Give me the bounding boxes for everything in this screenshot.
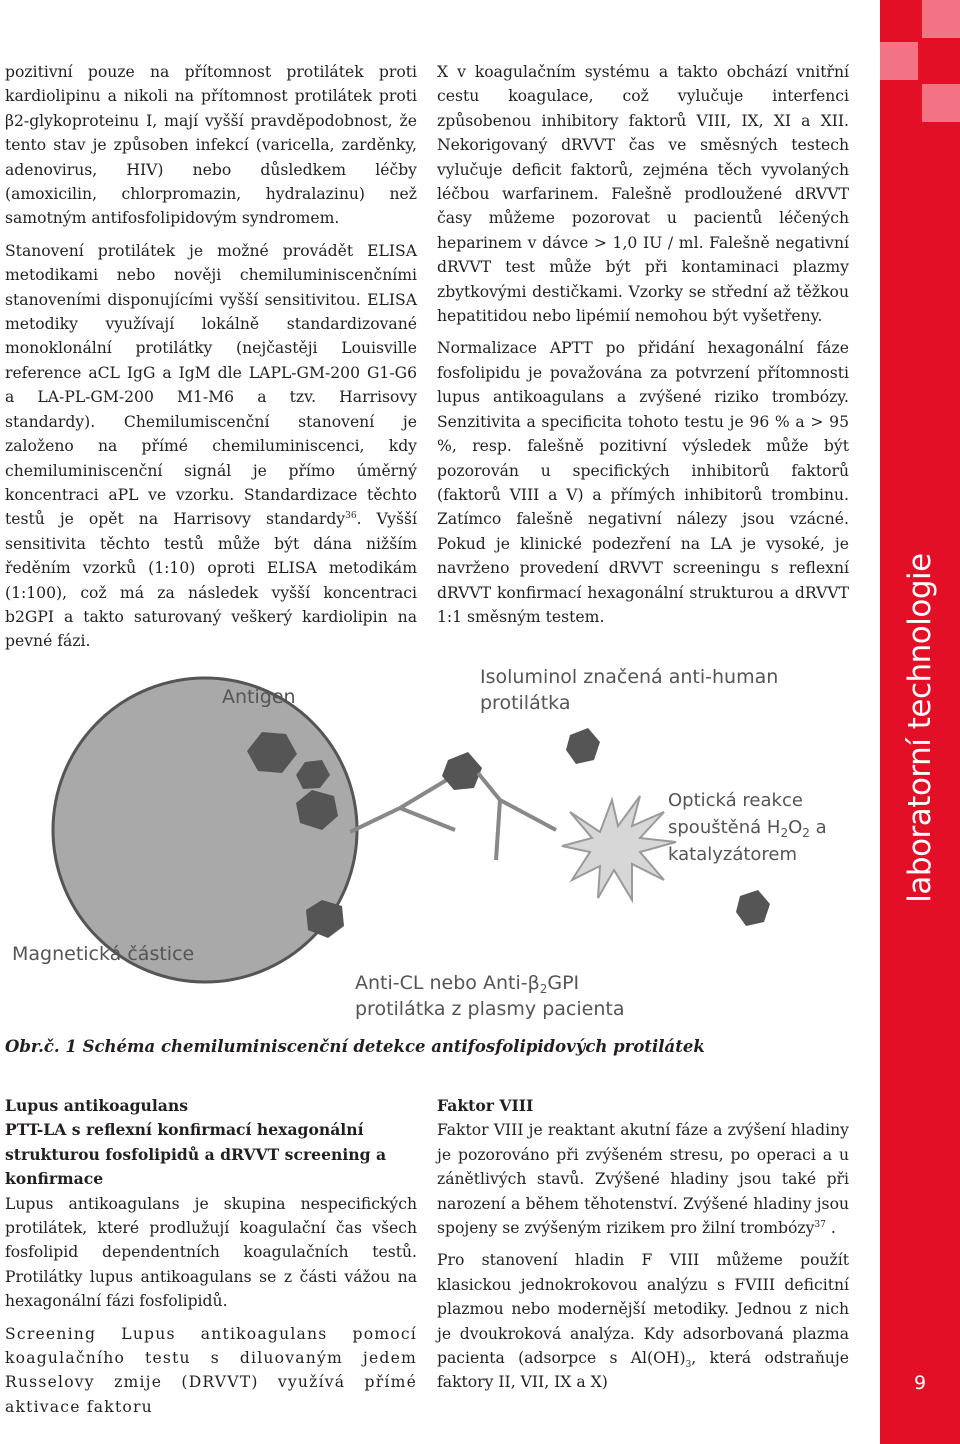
right-column <box>437 60 849 629</box>
text-run: Pro stanovení hladin F VIII můžeme použít klasickou jednokrokovou analýzu s FVIII deficitní plazmou nebo modernější metodiky. Jednou z nich je dvoukroková analýza. Kdy adsorbovaná plazma pacienta (adsorpce s Al(OH) <box>437 1251 849 1368</box>
paragraph: Normalizace APTT po přidání hexagonální fáze fosfolipidu je považována za potvrzení přítomnosti lupus antikoagulans a zvýšené riziko trombózy. Senzitivita a specificita tohoto testu je 96 % a > 95 %, resp. falešně pozitivní výsledek může být pozorován u specifických inhibitorů faktorů (faktorů VIII a V) a přímých inhibitorů trombinu. Zatímco falešně negativní nálezy jsou vzácné. Pokud je klinické podezření na LA je vysoké, je navrženo provedení dRVVT screeningu s reflexní dRVVT konfirmací hexagonální strukturou a dRVVT 1:1 směsným testem. <box>437 339 849 626</box>
paragraph <box>5 239 417 654</box>
paragraph: Lupus antikoagulans je skupina nespecifických protilátek, které prodlužují koagulační čas všech fosfolipid dependentních koagulačních testů. Protilátky lupus antikoagulans se z části vážou na hexagonální fázi fosfolipidů. <box>5 1194 417 1311</box>
decorative-square <box>922 0 960 38</box>
sidebar-title: laboratorní technologie <box>902 553 938 903</box>
isoluminol-antibody <box>478 773 556 860</box>
label-optical-reaction: katalyzátorem <box>668 844 798 865</box>
paragraph: pozitivní pouze na přítomnost protilátek proti kardiolipinu a nikoli na přítomnost protilátek proti β2-glykoproteinu I, mají vyšší pravděpodobnost, že tento stav je způsoben infekcí (varicella, zarděnky, adenovirus, HIV) nebo důsledkem léčby (amoxicilin, chlorpromazin, hydralazinu) než samotným antifosfolipidovým syndromem. <box>5 63 417 228</box>
decorative-square <box>880 42 918 80</box>
label-optical-reaction: Optická reakce <box>668 790 803 811</box>
figure-caption: Obr.č. 1 Schéma chemiluminiscenční detekce antifosfolipidových protilátek <box>5 1037 705 1056</box>
patient-antibody <box>350 775 455 832</box>
label-isoluminol: Isoluminol značená anti-human <box>480 666 779 688</box>
text-run: Faktor VIII je reaktant akutní fáze a zvýšení hladiny je pozorováno při zvýšeném stresu, po operaci a u zánětlivých stavů. Zvýšené hladiny jsou také při narození a během těhotenství. Zvýšené hladiny jsou spojeny se zvýšeným rizikem pro žilní trombózy <box>437 1121 849 1238</box>
reference-superscript: 37 <box>814 1219 826 1230</box>
text-run: . Vyšší sensitivita těchto testů může být dána nižším ředěním vzorků (1:10) oproti ELISA metodikám (1:100), což má za následek vyšší koncentraci b2GPI a takto saturovaný veškerý kardiolipin na pevné fázi. <box>5 510 417 651</box>
label-isoluminol: protilátka <box>480 692 571 714</box>
label-anti-cl: protilátka z plasmy pacienta <box>355 998 625 1020</box>
antigen-hexagon <box>736 890 770 926</box>
page-number: 9 <box>913 1372 927 1394</box>
antigen-hexagon <box>566 728 600 764</box>
section-heading: Lupus antikoagulans <box>5 1096 189 1115</box>
magnetic-particle <box>53 678 357 982</box>
section-heading: Faktor VIII <box>437 1096 534 1115</box>
paragraph: X v koagulačním systému a takto obchází vnitřní cestu koagulace, což vylučuje interfenci způsobenou inhibitory faktorů VIII, IX, XI a XII. Nekorigovaný dRVVT čas ve směsných testech vylučuje deficit faktorů, zejména těch vyvolaných léčbou warfarinem. Falešně prodloužené dRVVT časy můžeme pozorovat u pacientů léčených heparinem v dávce > 1,0 IU / ml. Falešně negativní dRVVT test může být při kontaminaci plazmy zbytkovými destičkami. Vzorky se střední až těžkou hepatitidou nebo lipémií nemohou být vyšetřeny. <box>437 63 849 326</box>
bottom-left-column <box>5 1094 417 1419</box>
paragraph: Screening Lupus antikoagulans pomocí koagulačního testu s diluovaným jedem Russelovy zmije (DRVVT) využívá přímé aktivace faktoru <box>5 1324 417 1416</box>
chemiluminescence-diagram <box>0 640 870 1035</box>
text-run: , která odstraňuje faktory II, VII, IX a X) <box>437 1349 849 1392</box>
decorative-square <box>922 84 960 122</box>
label-optical-reaction: spouštěná $H_2O_2$ a <box>668 817 827 840</box>
paragraph <box>437 1118 849 1240</box>
label-antigen: Antigen <box>222 686 296 708</box>
label-magnetic-particle: Magnetická částice <box>12 943 195 965</box>
light-burst-icon <box>562 796 676 900</box>
reference-superscript: 36 <box>345 511 357 522</box>
antigen-hexagon <box>442 752 482 790</box>
text-run: Stanovení protilátek je možné provádět ELISA metodikami nebo nověji chemiluminiscenčními stanoveními disponujícími vyšší sensitivitou. ELISA metodiky využívají lokálně standardizované monoklonální protilátky (nejčastěji Louisville reference aCL IgG a IgM dle LAPL-GM-200 G1-G6 a LA-PL-GM-200 M1-M6 a tzv. Harrisovy standardy). Chemilumiscenční stanovení je založeno na přímé chemiluminiscenci, kdy chemiluminiscenční signál je přímo úměrný koncentraci aPL ve vzorku. Standardizace těchto testů je opět na Harrisovy standardy <box>5 241 417 529</box>
bottom-right-column <box>437 1094 849 1395</box>
text-run: . <box>825 1219 836 1238</box>
subscript: 3 <box>685 1360 692 1371</box>
section-subheading: PTT-LA s reflexní konfirmací hexagonální strukturou fosfolipidů a dRVVT screening a konfirmace <box>5 1120 387 1189</box>
left-column <box>5 60 417 654</box>
label-anti-cl: Anti-CL nebo Anti-$\beta_2GPI$ <box>355 972 580 996</box>
paragraph <box>437 1248 849 1394</box>
